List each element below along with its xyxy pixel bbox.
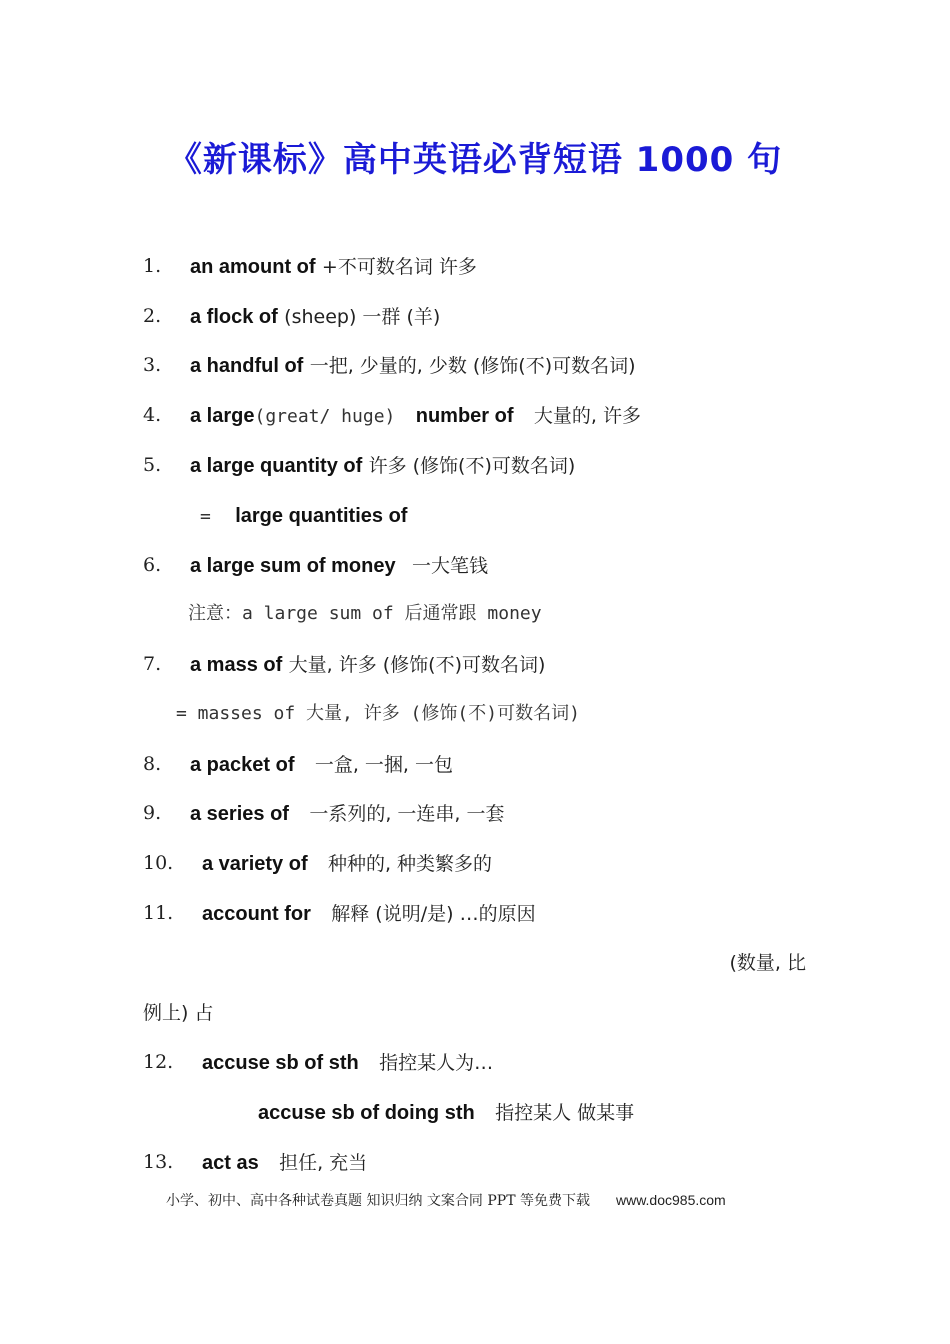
- phrase-entry: [0, 1045, 950, 1079]
- entry-number: 10.: [143, 852, 174, 874]
- phrase-entry: [0, 448, 950, 482]
- phrase-english: account for: [202, 903, 311, 925]
- phrase-english: a large: [190, 405, 255, 427]
- entry-number: 9.: [143, 802, 162, 824]
- note-text: 注意：a large sum of 后通常跟 money: [188, 603, 542, 624]
- entry-number: 2.: [143, 305, 162, 327]
- page-footer: [166, 1190, 726, 1210]
- usage-note: [0, 597, 950, 631]
- phrase-entry: [0, 796, 950, 830]
- phrase-variant: (great/ huge): [254, 406, 396, 427]
- phrase-entry: [0, 747, 950, 781]
- meaning-continuation: [0, 946, 950, 980]
- entry-number: 12.: [143, 1051, 174, 1073]
- phrase-english: a large sum of money: [190, 555, 396, 577]
- phrase-equivalent: [0, 498, 950, 532]
- phrase-entry: [0, 896, 950, 930]
- phrase-english: a large quantity of: [190, 455, 363, 477]
- phrase-english: a handful of: [190, 355, 304, 377]
- entry-number: 7.: [143, 653, 162, 675]
- phrase-variant-line: [0, 1095, 950, 1129]
- phrase-chinese: 一把, 少量的, 少数 (修饰(不)可数名词): [309, 355, 636, 377]
- entry-number: 4.: [143, 404, 162, 426]
- phrase-chinese: 解释 (说明/是) …的原因: [331, 903, 536, 925]
- phrase-english: a series of: [190, 803, 289, 825]
- entry-number: 5.: [143, 454, 162, 476]
- phrase-english: a variety of: [202, 853, 308, 875]
- phrase-entry: [0, 1145, 950, 1179]
- usage-note: [0, 697, 950, 731]
- phrase-english: an amount of: [190, 256, 316, 278]
- phrase-english: accuse sb of doing sth: [258, 1102, 475, 1124]
- phrase-chinese: 一盒, 一捆, 一包: [314, 754, 454, 776]
- phrase-english: large quantities of: [235, 505, 408, 527]
- phrase-chinese: +不可数名词 许多: [321, 256, 477, 278]
- note-text: = masses of 大量, 许多 (修饰(不)可数名词): [176, 703, 580, 724]
- meaning-continuation: [0, 996, 950, 1030]
- phrase-english: a packet of: [190, 754, 295, 776]
- phrase-english: accuse sb of sth: [202, 1052, 359, 1074]
- phrase-chinese: 许多 (修饰(不)可数名词): [368, 455, 576, 477]
- phrase-entry: [0, 548, 950, 582]
- phrase-english: a mass of: [190, 654, 283, 676]
- entry-number: 3.: [143, 354, 162, 376]
- phrase-chinese: 指控某人 做某事: [495, 1102, 635, 1124]
- phrase-chinese: (sheep) 一群 (羊): [284, 306, 441, 328]
- phrase-entry: [0, 299, 950, 333]
- phrase-chinese: 大量的, 许多: [533, 405, 641, 427]
- phrase-entry: [0, 647, 950, 681]
- equals-sign: =: [200, 506, 211, 527]
- entry-number: 1.: [143, 255, 162, 277]
- footer-text: 小学、初中、高中各种试卷真题 知识归纳 文案合同 PPT 等免费下载: [166, 1193, 590, 1209]
- phrase-entry: [0, 398, 950, 432]
- phrase-chinese: 指控某人为…: [379, 1052, 494, 1074]
- phrase-chinese: 种种的, 种类繁多的: [327, 853, 493, 875]
- entry-number: 8.: [143, 753, 162, 775]
- phrase-chinese: 一系列的, 一连串, 一套: [309, 803, 505, 825]
- phrase-entry: [0, 846, 950, 880]
- page-title: 《新课标》高中英语必背短语 1000 句: [167, 140, 783, 180]
- continuation-text: 例上) 占: [143, 1002, 214, 1024]
- phrase-english: a flock of: [190, 306, 278, 328]
- continuation-text: (数量, 比: [729, 952, 806, 974]
- phrase-english: act as: [202, 1152, 259, 1174]
- entry-number: 6.: [143, 554, 162, 576]
- phrase-chinese: 一大笔钱: [411, 555, 488, 577]
- entry-number: 11.: [143, 902, 174, 924]
- phrase-chinese: 担任, 充当: [279, 1152, 368, 1174]
- phrase-chinese: 大量, 许多 (修饰(不)可数名词): [288, 654, 546, 676]
- phrase-english: number of: [415, 405, 514, 427]
- footer-site-link[interactable]: www.doc985.com: [615, 1192, 726, 1208]
- entry-number: 13.: [143, 1151, 174, 1173]
- phrase-entry: [0, 249, 950, 283]
- phrase-entry: [0, 348, 950, 382]
